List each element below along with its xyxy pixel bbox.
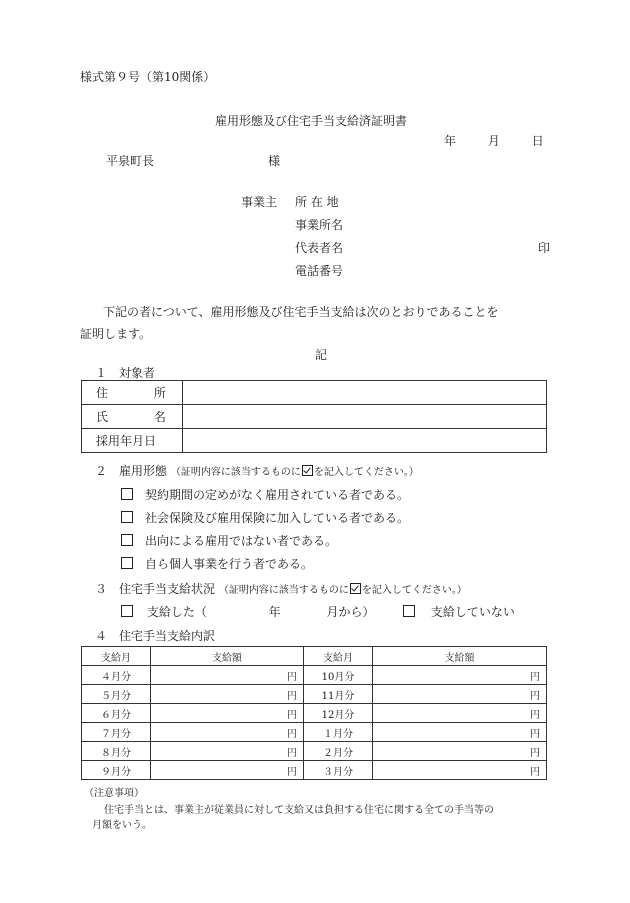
subject-name-value	[183, 405, 547, 429]
section3-heading-row	[95, 580, 467, 597]
amount-cell[interactable]: 円	[151, 666, 304, 685]
employer-address-label: 所 在 地	[295, 195, 339, 209]
table-row	[82, 685, 547, 704]
month-cell: 11月分	[304, 685, 373, 704]
section3-heading: ３ 住宅手当支給状況	[95, 582, 216, 596]
month-cell: 10月分	[304, 666, 373, 685]
employer-label: 事業主	[241, 195, 278, 209]
section1-heading: １ 対象者	[95, 366, 156, 380]
housing-not-paid-option[interactable]	[403, 603, 515, 620]
checkbox-checked-icon	[302, 465, 313, 476]
addressee-name: 平泉町長	[106, 154, 155, 168]
section2-note-after: を記入してください。）	[313, 467, 419, 478]
subject-address-label	[82, 381, 183, 405]
form-number: 様式第９号（第10関係）	[80, 70, 216, 84]
not-paid-label: 支給していない	[430, 605, 515, 619]
intro-text-line2: 証明します。	[80, 327, 152, 341]
ki-heading: 記	[315, 348, 328, 362]
subject-name-label	[82, 405, 183, 429]
employment-option-text: 契約期間の定めがなく雇用されている者である。	[145, 488, 410, 502]
header-month-2: 支給月	[304, 647, 373, 666]
date-month: 月	[487, 134, 500, 148]
notes-line1: 住宅手当とは、事業主が従業員に対して支給又は負担する住宅に関する全ての手当等の	[104, 805, 494, 816]
table-row	[82, 761, 547, 780]
paid-label: 支給した（	[146, 605, 207, 619]
housing-paid-option[interactable]	[121, 603, 375, 620]
name-label-a: 氏	[96, 410, 109, 424]
amount-cell[interactable]: 円	[151, 761, 304, 780]
subject-table	[81, 380, 547, 453]
month-cell: ６月分	[82, 704, 151, 723]
checkbox[interactable]	[121, 605, 133, 617]
table-row	[82, 742, 547, 761]
section3-note-before: （証明内容に該当するものに	[218, 585, 349, 596]
addressee-honorific: 様	[268, 154, 281, 168]
checkbox-checked-icon	[350, 583, 361, 594]
table-row	[82, 704, 547, 723]
employment-option-text: 社会保険及び雇用保険に加入している者である。	[145, 511, 410, 525]
employment-option-2[interactable]	[121, 509, 409, 526]
amount-cell[interactable]: 円	[151, 723, 304, 742]
month-cell: ４月分	[82, 666, 151, 685]
amount-cell[interactable]: 円	[373, 723, 547, 742]
section3-note-after: を記入してください。）	[361, 585, 467, 596]
checkbox[interactable]	[121, 488, 133, 500]
checkbox[interactable]	[403, 605, 415, 617]
document-title: 雇用形態及び住宅手当支給済証明書	[215, 114, 408, 128]
section2-heading: ２ 雇用形態	[95, 464, 168, 478]
month-cell: ２月分	[304, 742, 373, 761]
employer-office-label: 事業所名	[295, 218, 344, 232]
amount-cell[interactable]: 円	[373, 685, 547, 704]
intro-text-line1: 下記の者について、雇用形態及び住宅手当支給は次のとおりであることを	[103, 305, 499, 319]
month-cell: 12月分	[304, 704, 373, 723]
subject-hire-date-value	[183, 429, 547, 453]
table-row	[82, 666, 547, 685]
amount-cell[interactable]: 円	[373, 666, 547, 685]
employment-option-text: 出向による雇用ではない者である。	[145, 534, 338, 548]
month-cell: ８月分	[82, 742, 151, 761]
table-row	[82, 723, 547, 742]
header-amount-1: 支給額	[151, 647, 304, 666]
header-amount-2: 支給額	[373, 647, 547, 666]
address-label-a: 住	[96, 386, 109, 400]
checkbox[interactable]	[121, 511, 133, 523]
section4-heading: ４ 住宅手当支給内訳	[95, 629, 216, 643]
checkbox[interactable]	[121, 557, 133, 569]
subject-address-value	[183, 381, 547, 405]
section3-note	[219, 585, 467, 596]
month-cell: ９月分	[82, 761, 151, 780]
amount-cell[interactable]: 円	[373, 742, 547, 761]
notes-heading: （注意事項）	[84, 788, 144, 799]
amount-cell[interactable]: 円	[151, 742, 304, 761]
month-cell: ３月分	[304, 761, 373, 780]
date-day: 日	[531, 134, 544, 148]
employment-option-text: 自ら個人事業を行う者である。	[145, 557, 314, 571]
allowance-header-row	[82, 647, 547, 666]
notes-line2: 月額をいう。	[92, 820, 152, 831]
allowance-table	[81, 646, 547, 780]
name-label-b: 名	[153, 410, 166, 424]
seal-mark: 印	[538, 241, 551, 255]
section2-note	[171, 467, 419, 478]
amount-cell[interactable]: 円	[151, 685, 304, 704]
month-cell: ７月分	[82, 723, 151, 742]
subject-hire-date-label	[82, 429, 183, 453]
amount-cell[interactable]: 円	[373, 761, 547, 780]
employment-option-1[interactable]	[121, 486, 409, 503]
employment-option-3[interactable]	[121, 532, 337, 549]
checkbox[interactable]	[121, 534, 133, 546]
date-line	[444, 132, 544, 149]
month-cell: ５月分	[82, 685, 151, 704]
header-month-1: 支給月	[82, 647, 151, 666]
date-year: 年	[444, 134, 457, 148]
amount-cell[interactable]: 円	[373, 704, 547, 723]
employer-representative-label: 代表者名	[295, 241, 344, 255]
hire-date-label-text: 採用年月日	[96, 434, 157, 448]
month-cell: １月分	[304, 723, 373, 742]
employment-option-4[interactable]	[121, 555, 313, 572]
section2-heading-row	[95, 462, 419, 479]
address-label-b: 所	[153, 386, 166, 400]
amount-cell[interactable]: 円	[151, 704, 304, 723]
paid-year-label: 年	[268, 605, 281, 619]
employer-phone-label: 電話番号	[295, 264, 344, 278]
paid-month-from-label: 月から）	[326, 605, 375, 619]
section2-note-before: （証明内容に該当するものに	[170, 467, 301, 478]
